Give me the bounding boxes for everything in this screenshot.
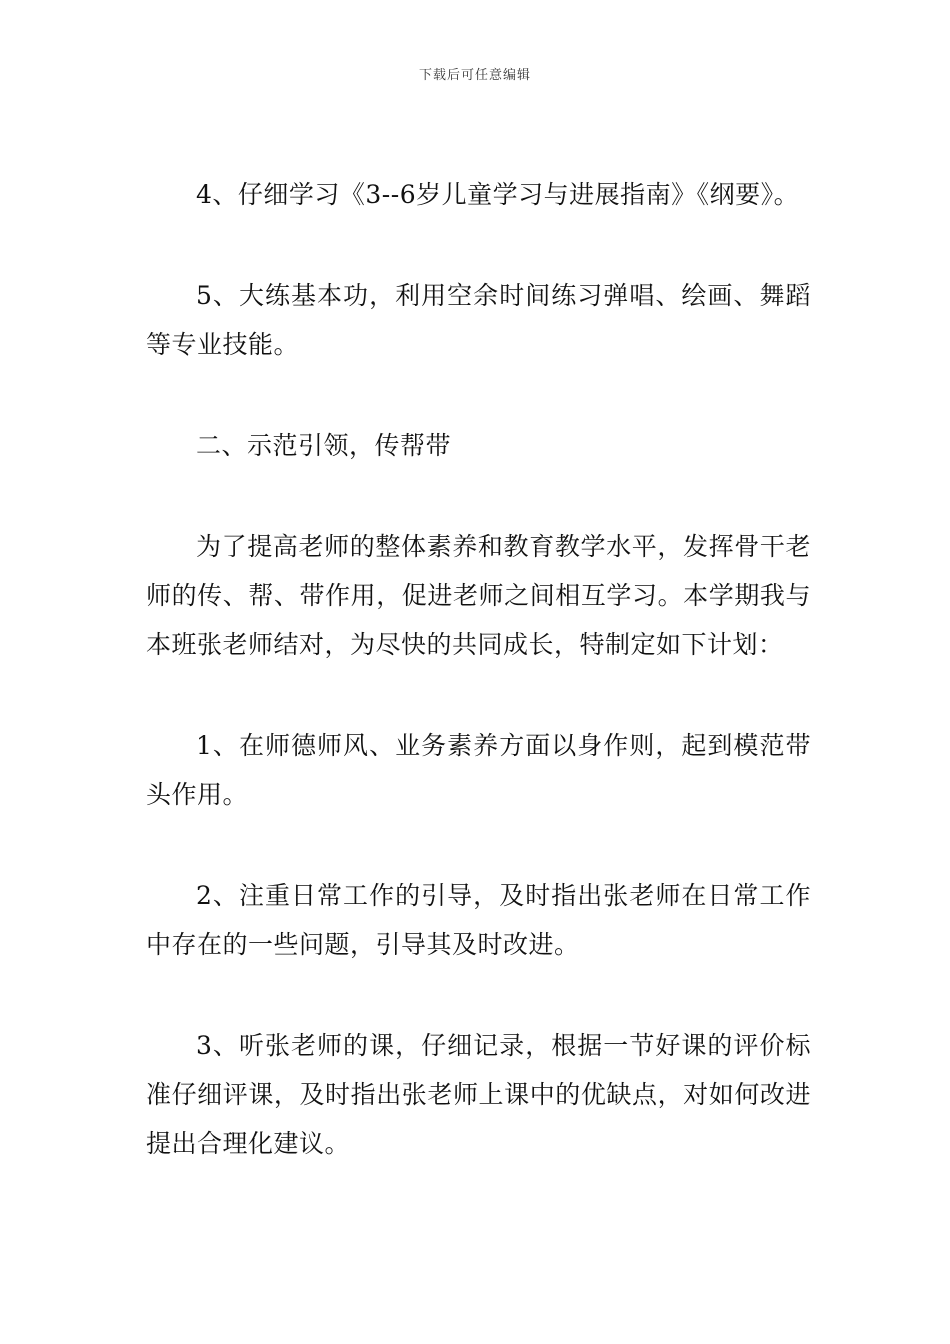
paragraph-item-1: 1、在师德师风、业务素养方面以身作则，起到模范带头作用。: [146, 731, 811, 809]
document-body: [146, 170, 811, 1220]
paragraph-item-2: 2、注重日常工作的引导，及时指出张老师在日常工作中存在的一些问题，引导其及时改进。: [146, 881, 811, 959]
paragraph-item-5: 5、大练基本功，利用空余时间练习弹唱、绘画、舞蹈等专业技能。: [146, 281, 811, 359]
page-header: 下载后可任意编辑: [418, 68, 531, 83]
paragraph-item-4: 4、仔细学习《3--6岁儿童学习与进展指南》《纲要》。: [196, 180, 800, 209]
section-heading-2: 二、示范引领，传帮带: [196, 431, 452, 460]
paragraph-item-3: 3、听张老师的课，仔细记录，根据一节好课的评价标准仔细评课，及时指出张老师上课中的优缺点，对如何改进提出合理化建议。: [146, 1031, 811, 1158]
paragraph-intro: 为了提高老师的整体素养和教育教学水平，发挥骨干老师的传、帮、带作用，促进老师之间相互学习。本学期我与本班张老师结对，为尽快的共同成长，特制定如下计划：: [146, 532, 811, 659]
